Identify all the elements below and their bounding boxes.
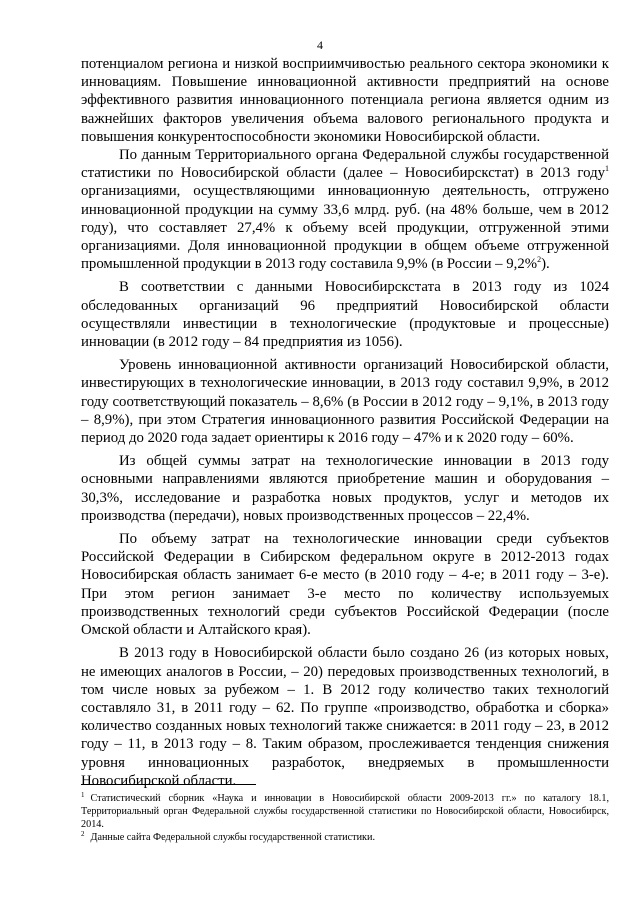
paragraph-4: Уровень инновационной активности организаций Новосибирской области, инвестирующих в технологические инновации, в 2013 году составил 9,9%, в 2012 году соответствующий показатель – 8,6% (в России в 2012 году – 9,1%, в 2013 году – 8,9%), при этом Стратегия инновационного развития Российской Федерации на период до 2020 года задает ориентиры к 2016 году – 47% и к 2020 году – 60%. <box>81 357 609 447</box>
paragraph-3: В соответствии с данными Новосибирскстата в 2013 году из 1024 обследованных организаций 96 предприятий Новосибирской области осуществляли инвестиции в технологические (продуктовые и процессные) инновации (в 2012 году – 84 предприятия из 1056). <box>81 279 609 351</box>
footnote-ref-2: 2 <box>537 255 542 265</box>
paragraph-7: В 2013 году в Новосибирской области было создано 26 (из которых новых, не имеющих аналогов в России, – 20) передовых производственных технологий, в том числе новых за рубежом – 1. В 2012 году количество таких технологий составляло 31, в 2011 году – 62. По группе «производство, обработка и сборка» количество созданных новых технологий также снижается: в 2011 году – 23, в 2012 году – 11, в 2013 году – 8. Таким образом, прослеживается тенденция снижения уровня инновационных разработок, внедряемых в промышленности Новосибирской области. <box>81 645 609 789</box>
paragraph-2-part-b: организациями, осуществляющими инновационную деятельность, отгружено инновационной продукции на сумму 33,6 млрд. руб. (на 48% больше, чем в 2012 году), что составляет 27,4% к объему всей продукции, отгруженной этими организациями. Доля инновационной продукции в общем объеме отгруженной промышленной продукции в 2013 году составила 9,9% (в России – 9,2% <box>81 183 609 273</box>
paragraph-2-part-a: По данным Территориального органа Федеральной службы государственной статистики по Новосибирской области (далее – Новосибирскстат) в 2013 году <box>81 147 609 182</box>
footnote-2 <box>81 831 609 844</box>
footnote-1 <box>81 792 609 831</box>
paragraph-5: Из общей суммы затрат на технологические инновации в 2013 году основными направлениями являются приобретение машин и оборудования – 30,3%, исследование и разработка новых продуктов, услуг и методов их производства (передачи), новых производственных процессов – 22,4%. <box>81 453 609 524</box>
paragraph-1: потенциалом региона и низкой восприимчивостью реального сектора экономики к инновациям. Повышение инновационной активности предприятий на основе эффективного развития инновационного потенциала региона является одним из важнейших факторов увеличения объема валового регионального продукта и повышения конкурентоспособности экономики Новосибирской области. <box>81 56 609 145</box>
page-number: 4 <box>317 38 323 52</box>
body-text <box>81 55 609 790</box>
paragraph-2-part-c: ). <box>541 256 550 273</box>
footnote-2-text: Данные сайта Федеральной службы государственной статистики. <box>90 832 376 843</box>
footnote-divider <box>81 784 256 785</box>
footnote-ref-1: 1 <box>605 164 609 174</box>
paragraph-2 <box>81 146 609 273</box>
footnote-2-mark: 2 <box>81 830 85 838</box>
footnote-1-text: Статистический сборник «Наука и инновации в Новосибирской области 2009-2013 гг.» по каталогу 18.1, Территориальный орган Федеральной службы государственной статистики по Новосибирской области, Новосибирск, 2014. <box>81 793 609 830</box>
paragraph-6: По объему затрат на технологические инновации среди субъектов Российской Федерации в Сибирском федеральном округе в 2012-2013 годах Новосибирская область занимает 6-е место (в 2010 году – 4-е; в 2011 году – 3-е). При этом регион занимает 3-е место по количеству используемых производственных технологий среди субъектов Российской Федерации (после Омской области и Алтайского края). <box>81 531 609 639</box>
footnotes <box>81 792 609 844</box>
footnote-1-mark: 1 <box>81 791 85 799</box>
